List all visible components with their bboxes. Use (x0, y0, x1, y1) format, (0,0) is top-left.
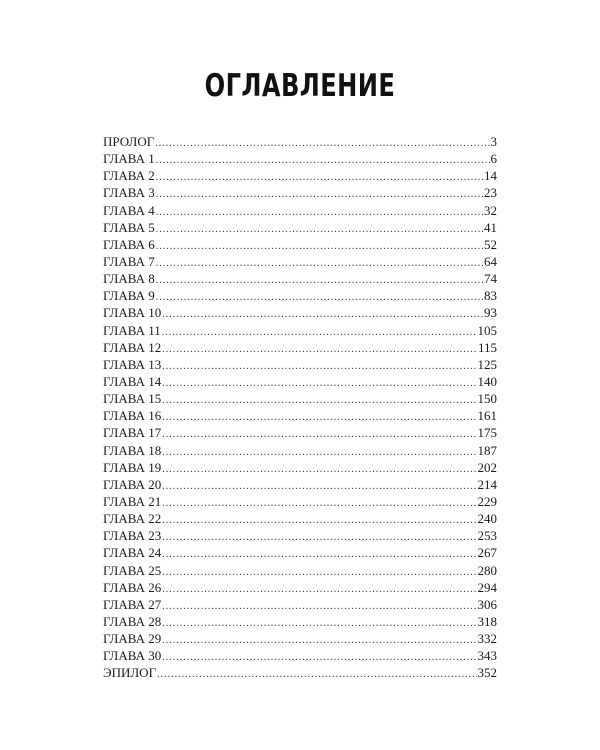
toc-entry (103, 287, 497, 304)
toc-entry (103, 219, 497, 236)
toc-entry-label: ГЛАВА 29 (103, 631, 162, 647)
toc-leader-dots (162, 615, 476, 632)
toc-entry-label: ГЛАВА 19 (103, 459, 162, 475)
toc-entry-label: ГЛАВА 18 (103, 442, 162, 458)
toc-entry-label: ГЛАВА 3 (103, 185, 155, 201)
toc-entry-label: ГЛАВА 13 (103, 356, 162, 372)
toc-entry-page: 64 (484, 253, 497, 269)
toc-leader-dots (162, 529, 476, 546)
toc-entry (103, 493, 497, 510)
toc-entry (103, 562, 497, 579)
toc-entry-page: 14 (484, 168, 497, 184)
toc-entry (103, 356, 497, 373)
toc-entry (103, 407, 497, 424)
toc-leader-dots (162, 426, 476, 443)
toc-leader-dots (156, 204, 483, 221)
toc-entry-label: ГЛАВА 10 (103, 305, 162, 321)
toc-leader-dots (162, 341, 477, 358)
toc-entry (103, 133, 497, 150)
toc-entry (103, 579, 497, 596)
toc-entry-page: 175 (477, 425, 497, 441)
toc-entry-page: 187 (477, 442, 497, 458)
toc-leader-dots (162, 392, 476, 409)
toc-leader-dots (162, 461, 476, 478)
toc-entry-page: 83 (484, 288, 497, 304)
toc-entry (103, 596, 497, 613)
toc-entry-label: ГЛАВА 14 (103, 373, 162, 389)
toc-entry-label: ГЛАВА 27 (103, 596, 162, 612)
toc-entry-page: 105 (477, 322, 497, 338)
toc-leader-dots (162, 632, 476, 649)
toc-entry-page: 140 (477, 373, 497, 389)
toc-leader-dots (162, 649, 476, 666)
toc-entry-label: ГЛАВА 12 (103, 339, 162, 355)
toc-entry-label: ЭПИЛОГ (103, 665, 157, 681)
toc-entry-page: 74 (484, 271, 497, 287)
toc-leader-dots (156, 272, 483, 289)
toc-entry-page: 229 (477, 493, 497, 509)
toc-entry-page: 343 (477, 648, 497, 664)
toc-entry-label: ГЛАВА 4 (103, 202, 155, 218)
toc-leader-dots (162, 324, 477, 341)
toc-entry (103, 442, 497, 459)
toc-leader-dots (162, 512, 476, 529)
toc-leader-dots (156, 152, 490, 169)
toc-entry (103, 339, 497, 356)
toc-entry-page: 125 (477, 356, 497, 372)
toc-entry (103, 167, 497, 184)
toc-entry (103, 270, 497, 287)
toc-leader-dots (156, 238, 483, 255)
toc-entry (103, 510, 497, 527)
toc-entry (103, 202, 497, 219)
toc-leader-dots (162, 358, 476, 375)
toc-entry (103, 390, 497, 407)
toc-entry-page: 93 (484, 305, 497, 321)
toc-entry (103, 527, 497, 544)
toc-leader-dots (162, 409, 476, 426)
toc-entry-label: ГЛАВА 1 (103, 151, 155, 167)
toc-entry-label: ГЛАВА 2 (103, 168, 155, 184)
toc-entry-label: ГЛАВА 21 (103, 493, 162, 509)
toc-entry (103, 236, 497, 253)
toc-entry (103, 664, 497, 681)
toc-entry-label: ГЛАВА 26 (103, 579, 162, 595)
toc-entry-page: 41 (484, 219, 497, 235)
toc-entry (103, 150, 497, 167)
toc-leader-dots (162, 306, 483, 323)
toc-leader-dots (156, 221, 483, 238)
toc-entry-label: ГЛАВА 16 (103, 408, 162, 424)
toc-entry-page: 240 (477, 511, 497, 527)
toc-entry (103, 304, 497, 321)
table-of-contents (103, 133, 497, 682)
toc-entry-page: 32 (484, 202, 497, 218)
toc-entry-label: ГЛАВА 11 (103, 322, 161, 338)
toc-entry (103, 253, 497, 270)
toc-entry-label: ГЛАВА 5 (103, 219, 155, 235)
toc-entry-label: ГЛАВА 7 (103, 253, 155, 269)
toc-entry-page: 150 (477, 391, 497, 407)
toc-entry-label: ГЛАВА 28 (103, 613, 162, 629)
toc-entry-page: 253 (477, 528, 497, 544)
toc-leader-dots (162, 598, 476, 615)
toc-entry-page: 3 (490, 134, 497, 149)
toc-entry (103, 630, 497, 647)
toc-leader-dots (162, 564, 476, 581)
toc-entry-page: 6 (490, 151, 497, 167)
toc-leader-dots (156, 186, 483, 203)
toc-entry-page: 23 (484, 185, 497, 201)
toc-leader-dots (155, 135, 489, 152)
toc-entry-page: 161 (477, 408, 497, 424)
toc-entry (103, 476, 497, 493)
toc-leader-dots (162, 546, 476, 563)
toc-entry (103, 424, 497, 441)
toc-entry-label: ГЛАВА 15 (103, 391, 162, 407)
toc-entry-page: 202 (477, 459, 497, 475)
toc-entry-page: 115 (477, 339, 497, 355)
toc-entry-page: 52 (484, 236, 497, 252)
toc-entry-page: 352 (477, 665, 497, 681)
toc-entry-page: 306 (477, 596, 497, 612)
toc-entry-label: ГЛАВА 8 (103, 271, 155, 287)
toc-entry (103, 647, 497, 664)
toc-entry-label: ГЛАВА 22 (103, 511, 162, 527)
toc-entry-label: ГЛАВА 6 (103, 236, 155, 252)
toc-entry (103, 322, 497, 339)
toc-entry-label: ГЛАВА 25 (103, 562, 162, 578)
toc-entry (103, 459, 497, 476)
toc-entry (103, 613, 497, 630)
page-title: ОГЛАВЛЕНИЕ (204, 68, 396, 104)
toc-entry (103, 544, 497, 561)
toc-leader-dots (162, 375, 476, 392)
toc-entry-label: ГЛАВА 17 (103, 425, 162, 441)
toc-leader-dots (157, 666, 476, 683)
toc-entry-label: ГЛАВА 30 (103, 648, 162, 664)
toc-entry-label: ГЛАВА 24 (103, 545, 162, 561)
toc-leader-dots (156, 255, 483, 272)
toc-leader-dots (162, 495, 476, 512)
toc-entry-label: ПРОЛОГ (103, 134, 155, 149)
toc-entry-page: 294 (477, 579, 497, 595)
toc-entry-page: 280 (477, 562, 497, 578)
toc-entry-label: ГЛАВА 9 (103, 288, 155, 304)
toc-entry-label: ГЛАВА 23 (103, 528, 162, 544)
toc-entry (103, 184, 497, 201)
toc-leader-dots (156, 169, 483, 186)
toc-leader-dots (162, 581, 476, 598)
toc-leader-dots (156, 289, 483, 306)
toc-entry-page: 318 (477, 613, 497, 629)
toc-entry-label: ГЛАВА 20 (103, 476, 162, 492)
toc-entry-page: 267 (477, 545, 497, 561)
toc-leader-dots (162, 444, 476, 461)
toc-entry-page: 214 (477, 476, 497, 492)
toc-leader-dots (162, 478, 476, 495)
toc-entry (103, 373, 497, 390)
toc-entry-page: 332 (477, 631, 497, 647)
